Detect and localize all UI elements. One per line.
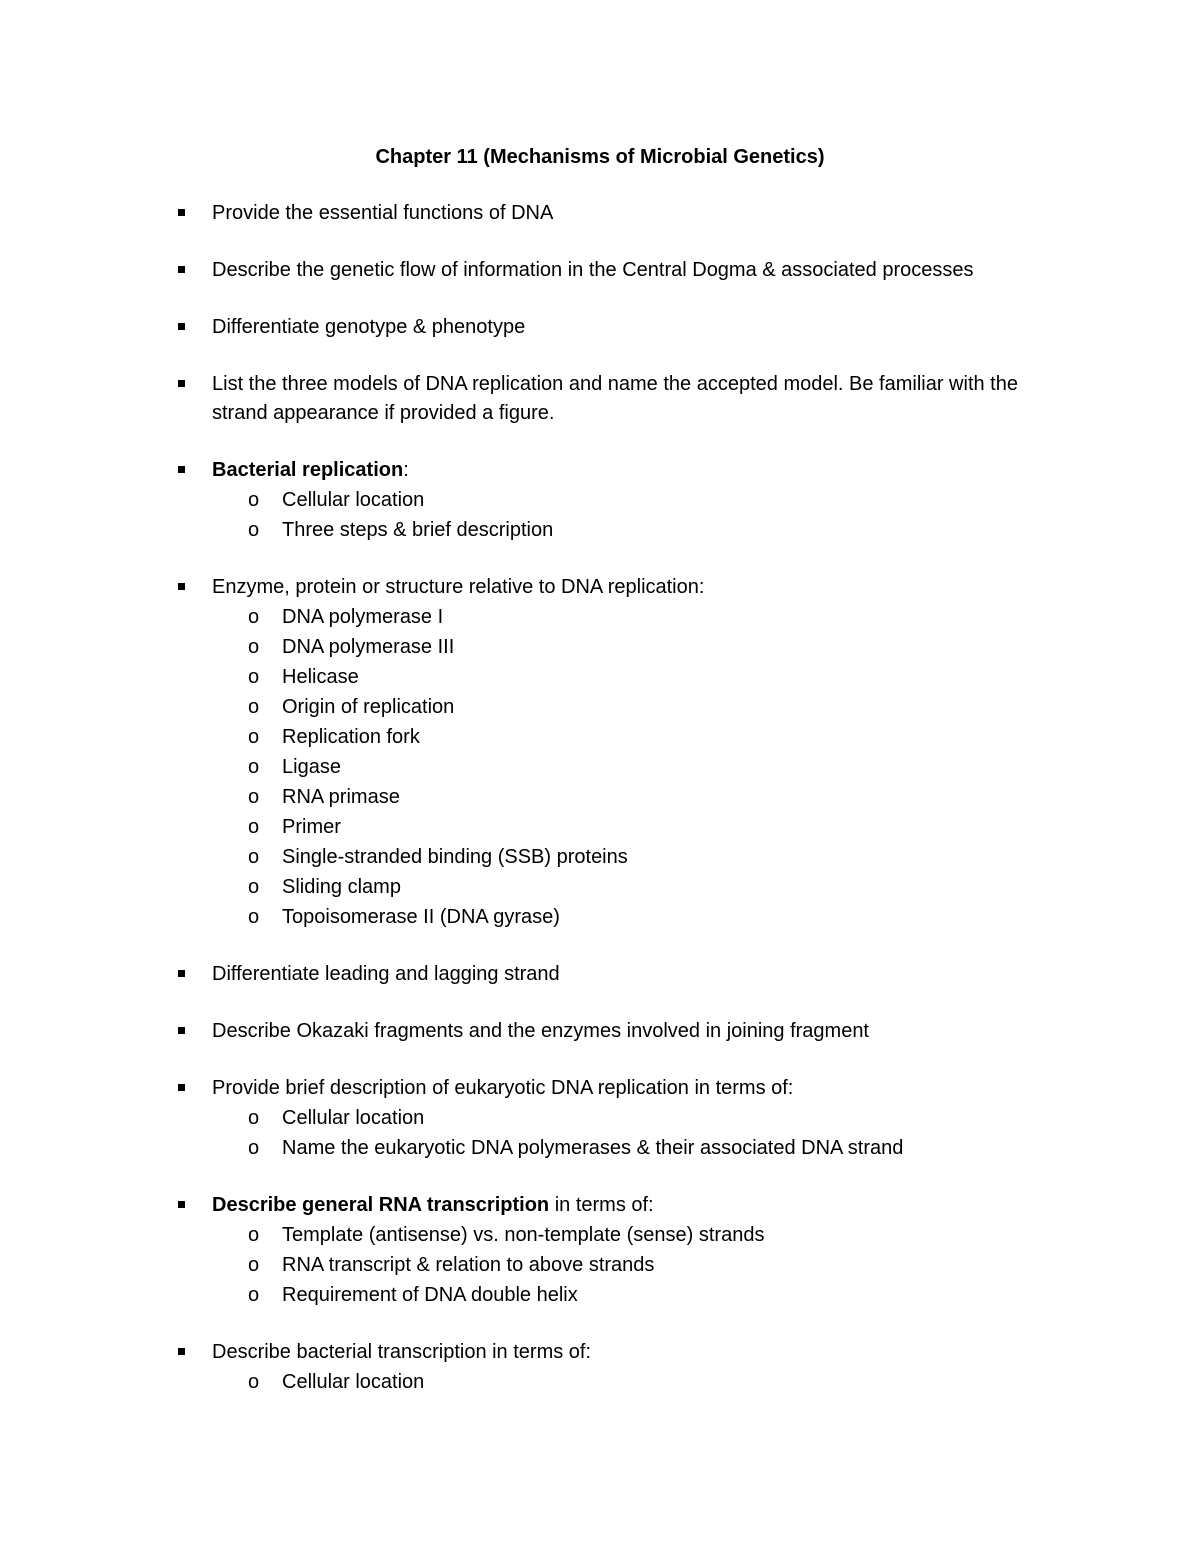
item-text-bold: Bacterial replication xyxy=(212,459,404,481)
circle-bullet-icon: o xyxy=(248,606,260,628)
circle-bullet-icon: o xyxy=(248,726,260,748)
circle-bullet-icon: o xyxy=(248,906,260,928)
item-text-rest: in terms of: xyxy=(549,1194,654,1216)
circle-bullet-icon: o xyxy=(248,876,260,898)
list-item xyxy=(0,1191,1200,1310)
sub-list xyxy=(212,1103,1070,1163)
sub-item: o DNA polymerase III xyxy=(212,632,1070,662)
item-text: Describe the genetic flow of information in the Central Dogma & associated processes xyxy=(212,259,974,281)
sub-item: o Ligase xyxy=(212,752,1070,782)
list-item xyxy=(0,1074,1200,1163)
circle-bullet-icon: o xyxy=(248,1137,260,1159)
sub-item: o Origin of replication xyxy=(212,692,1070,722)
circle-bullet-icon: o xyxy=(248,1107,260,1129)
item-text-bold: Describe general RNA transcription xyxy=(212,1194,550,1216)
sub-list xyxy=(212,1367,1070,1397)
item-text: Differentiate genotype & phenotype xyxy=(212,316,526,338)
list-item xyxy=(0,960,1200,989)
sub-item: o Replication fork xyxy=(212,722,1070,752)
item-text: Differentiate leading and lagging strand xyxy=(212,963,560,985)
list-item xyxy=(0,256,1200,285)
circle-bullet-icon: o xyxy=(248,519,260,541)
page-title: Chapter 11 (Mechanisms of Microbial Genetics) xyxy=(375,146,825,168)
sub-item: o Cellular location xyxy=(212,1367,1070,1397)
list-item xyxy=(0,1017,1200,1046)
square-bullet-icon xyxy=(178,266,185,273)
sub-item: o Three steps & brief description xyxy=(212,515,1070,545)
circle-bullet-icon: o xyxy=(248,636,260,658)
sub-item: o Primer xyxy=(212,812,1070,842)
item-text: Describe Okazaki fragments and the enzymes involved in joining fragment xyxy=(212,1020,869,1042)
square-bullet-icon xyxy=(178,323,185,330)
item-text: Describe bacterial transcription in terms of: xyxy=(212,1341,592,1363)
sub-item: o RNA transcript & relation to above strands xyxy=(212,1250,1070,1280)
list-item xyxy=(0,313,1200,342)
circle-bullet-icon: o xyxy=(248,816,260,838)
list-item xyxy=(0,1338,1200,1397)
sub-item: o Single-stranded binding (SSB) proteins xyxy=(212,842,1070,872)
square-bullet-icon xyxy=(178,1027,185,1034)
sub-item: o Topoisomerase II (DNA gyrase) xyxy=(212,902,1070,932)
sub-item: o DNA polymerase I xyxy=(212,602,1070,632)
square-bullet-icon xyxy=(178,1084,185,1091)
item-text: List the three models of DNA replication and name the accepted model. Be familiar with the strand appearance if provided a figure. xyxy=(212,373,1018,424)
list-item xyxy=(0,573,1200,932)
sub-item: o Cellular location xyxy=(212,1103,1070,1133)
sub-item: o Sliding clamp xyxy=(212,872,1070,902)
square-bullet-icon xyxy=(178,1348,185,1355)
sub-item: o RNA primase xyxy=(212,782,1070,812)
sub-item: o Helicase xyxy=(212,662,1070,692)
circle-bullet-icon: o xyxy=(248,696,260,718)
square-bullet-icon xyxy=(178,209,185,216)
sub-item: o Requirement of DNA double helix xyxy=(212,1280,1070,1310)
square-bullet-icon xyxy=(178,970,185,977)
circle-bullet-icon: o xyxy=(248,1224,260,1246)
objective-list xyxy=(0,199,1200,1425)
circle-bullet-icon: o xyxy=(248,756,260,778)
item-text: Provide brief description of eukaryotic DNA replication in terms of: xyxy=(212,1077,794,1099)
circle-bullet-icon: o xyxy=(248,1284,260,1306)
list-item xyxy=(0,199,1200,228)
item-text: Enzyme, protein or structure relative to DNA replication: xyxy=(212,576,705,598)
item-text: Provide the essential functions of DNA xyxy=(212,202,554,224)
list-item xyxy=(0,456,1200,545)
sub-list xyxy=(212,1220,1070,1310)
sub-list xyxy=(212,602,1070,932)
circle-bullet-icon: o xyxy=(248,786,260,808)
circle-bullet-icon: o xyxy=(248,1371,260,1393)
list-item xyxy=(0,370,1200,428)
circle-bullet-icon: o xyxy=(248,846,260,868)
item-text-rest: : xyxy=(403,459,409,481)
circle-bullet-icon: o xyxy=(248,1254,260,1276)
sub-item: o Template (antisense) vs. non-template (sense) strands xyxy=(212,1220,1070,1250)
circle-bullet-icon: o xyxy=(248,489,260,511)
square-bullet-icon xyxy=(178,583,185,590)
sub-list xyxy=(212,485,1070,545)
circle-bullet-icon: o xyxy=(248,666,260,688)
square-bullet-icon xyxy=(178,466,185,473)
sub-item: o Cellular location xyxy=(212,485,1070,515)
square-bullet-icon xyxy=(178,380,185,387)
sub-item: o Name the eukaryotic DNA polymerases & their associated DNA strand xyxy=(212,1133,1070,1163)
square-bullet-icon xyxy=(178,1201,185,1208)
